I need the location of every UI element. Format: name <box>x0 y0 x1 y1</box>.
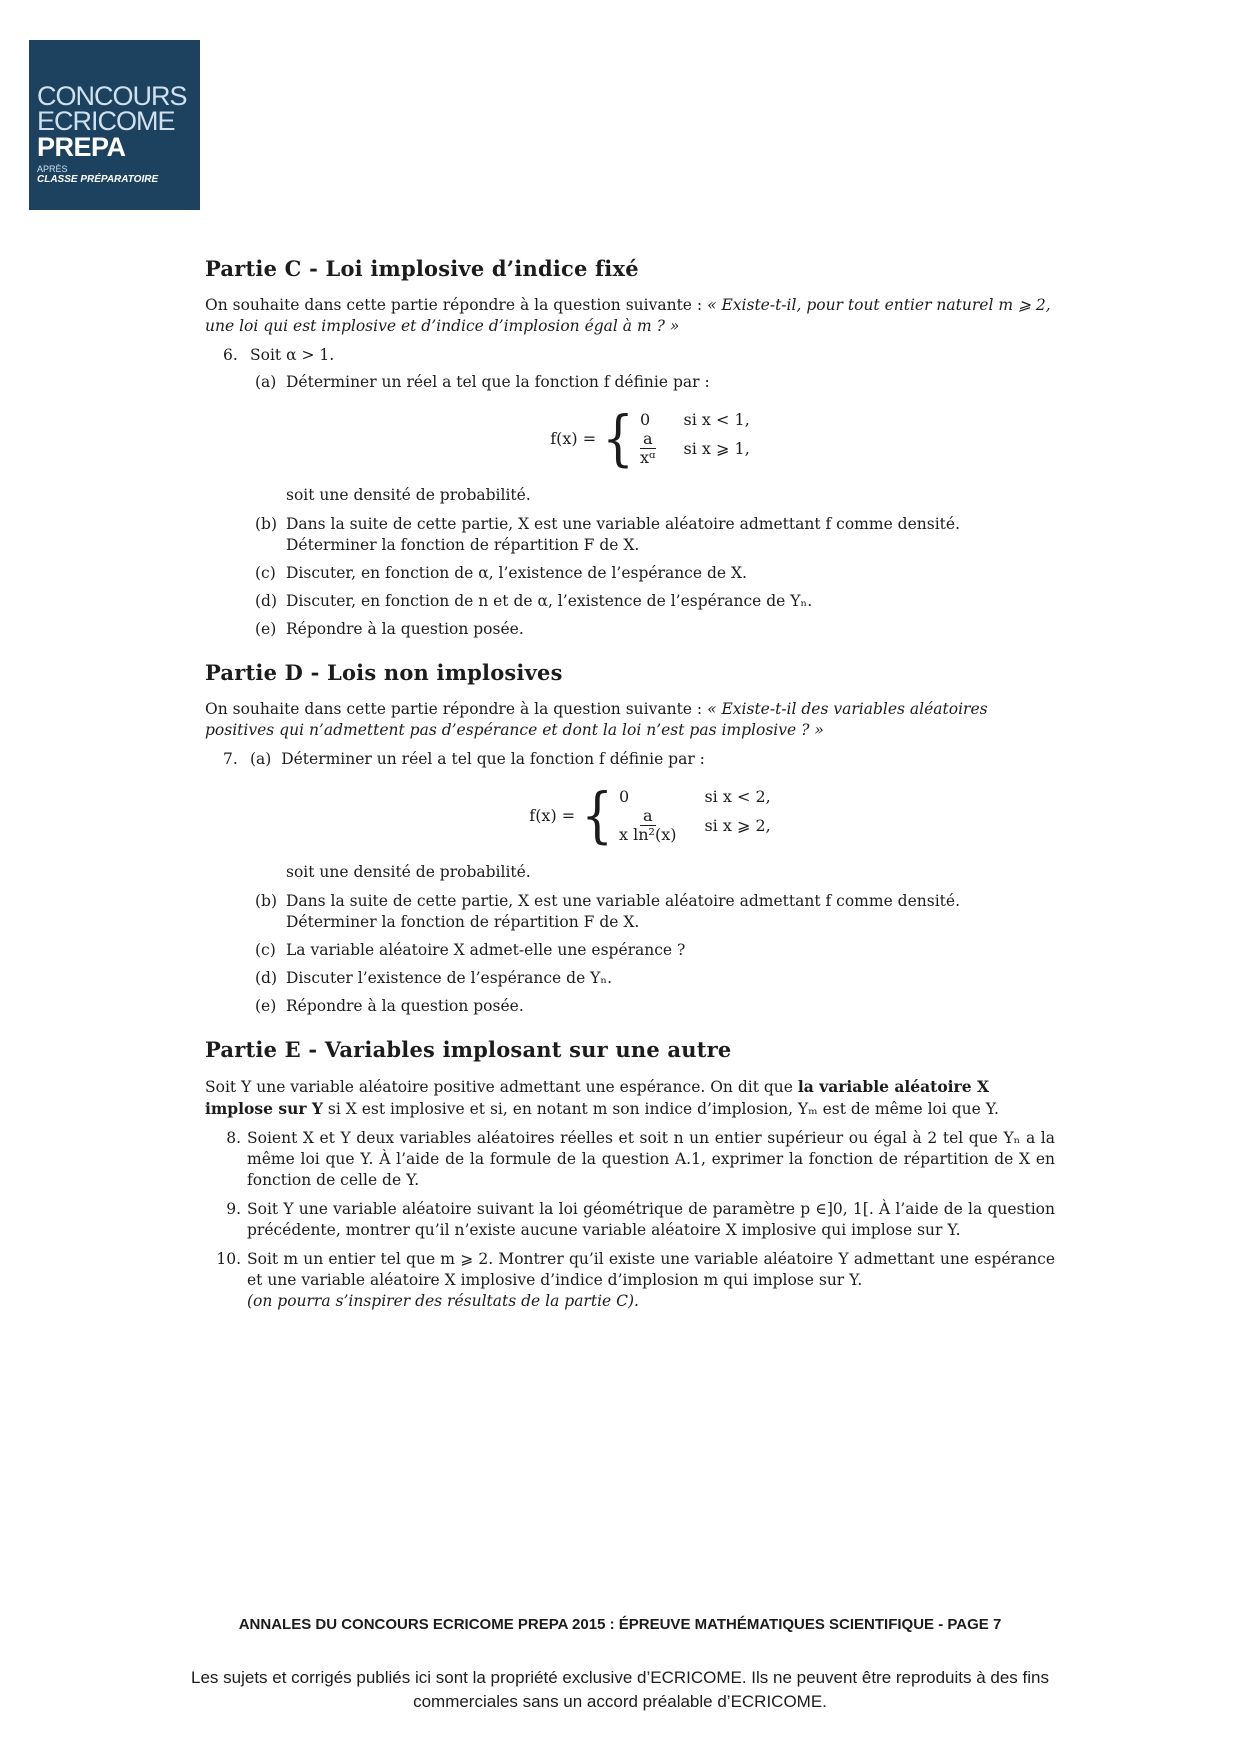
part-d-intro-question: « Existe-t-il des variables aléatoires positives qui n’admettent pas d’espérance et dont la loi n’est pas implosive ? » <box>205 700 988 739</box>
question-text: Soit α > 1. <box>250 346 335 364</box>
fraction-denominator: xᵅ <box>640 448 656 467</box>
part-e-intro-text-end: si X est implosive et si, en notant m son indice d’implosion, Yₘ est de même loi que Y. <box>322 1100 999 1118</box>
question-7e <box>205 996 1055 1017</box>
sub-label: (b) <box>255 515 278 533</box>
question-number: 9. <box>226 1200 241 1218</box>
part-c <box>205 258 1055 640</box>
part-d <box>205 662 1055 1017</box>
sub-text: Dans la suite de cette partie, X est une variable aléatoire admettant f comme densité. <box>286 515 960 533</box>
question-number: 6. <box>223 346 238 364</box>
sub-text: Déterminer la fonction de répartition F de X. <box>286 913 640 931</box>
case-1-value: 0 <box>619 787 630 806</box>
question-6a <box>205 372 1055 393</box>
sub-label: (d) <box>255 969 278 987</box>
sub-text: Répondre à la question posée. <box>286 997 524 1015</box>
part-d-intro <box>205 699 1055 741</box>
sub-label: (e) <box>255 620 277 638</box>
sub-text-continuation: soit une densité de probabilité. <box>286 863 531 881</box>
part-c-intro-question: « Existe-t-il, pour tout entier naturel m ⩾ 2, une loi qui est implosive et d’indice d’implosion égal à m ? » <box>205 296 1051 335</box>
question-number: 7. <box>223 750 238 768</box>
part-c-intro <box>205 295 1055 337</box>
question-7d <box>205 968 1055 989</box>
logo-line-concours: CONCOURS <box>37 81 187 111</box>
question-6d <box>205 591 1055 612</box>
question-6c <box>205 563 1055 584</box>
case-1-condition: si x < 2, <box>704 787 771 806</box>
fraction-numerator: a <box>640 807 656 826</box>
footer-title: ANNALES DU CONCOURS ECRICOME PREPA 2015 : ÉPREUVE MATHÉMATIQUES SCIENTIFIQUE - PAGE 7 <box>238 1616 1002 1633</box>
question-6b <box>205 514 1055 556</box>
sub-label: (d) <box>255 592 278 610</box>
sub-label: (c) <box>255 564 276 582</box>
logo-line-apres: APRÈS <box>37 164 68 174</box>
brace-symbol: { <box>581 780 613 850</box>
question-10 <box>205 1249 1055 1312</box>
sub-text: Discuter, en fonction de α, l’existence de l’espérance de X. <box>286 564 747 582</box>
sub-label: (a) <box>255 373 277 391</box>
question-7 <box>205 749 1055 770</box>
sub-label: (e) <box>255 997 277 1015</box>
case-2-fraction <box>640 430 656 467</box>
case-1-value: 0 <box>639 410 651 429</box>
question-7c <box>205 940 1055 961</box>
fraction-numerator: a <box>640 430 656 449</box>
formula-lhs: f(x) = <box>550 428 597 448</box>
question-7b <box>205 891 1055 933</box>
formula-cases <box>640 409 750 467</box>
case-1-condition: si x < 1, <box>683 410 750 429</box>
logo-line-classe: CLASSE PRÉPARATOIRE <box>37 174 159 185</box>
part-e-title: Partie E - Variables implosant sur une autre <box>205 1037 732 1062</box>
logo-line-prepa: PREPA <box>37 132 126 162</box>
density-formula-c <box>245 403 1055 473</box>
sub-text: Dans la suite de cette partie, X est une variable aléatoire admettant f comme densité. <box>286 892 960 910</box>
sub-text: Discuter, en fonction de n et de α, l’existence de l’espérance de Yₙ. <box>286 592 813 610</box>
question-text: Soit m un entier tel que m ⩾ 2. Montrer qu’il existe une variable aléatoire Y admettant une espérance et une variable aléatoire X implosive d’indice d’implosion m qui implose sur Y. <box>247 1250 1055 1289</box>
sub-label: (b) <box>255 892 278 910</box>
sub-text: Déterminer un réel a tel que la fonction f définie par : <box>281 750 705 768</box>
case-2-condition: si x ⩾ 1, <box>683 439 750 458</box>
question-text: Soient X et Y deux variables aléatoires réelles et soit n un entier supérieur ou égal à 2 tel que Yₙ a la même loi que Y. À l’aide de la formule de la question A.1, exprimer la fonction de répartition de X en fonction de celle de Y. <box>247 1129 1055 1189</box>
case-2-condition: si x ⩾ 2, <box>704 816 771 835</box>
question-8 <box>205 1128 1055 1191</box>
question-text: Soit Y une variable aléatoire suivant la loi géométrique de paramètre p ∈]0, 1[. À l’aide de la question précédente, montrer qu’il n’existe aucune variable aléatoire X implosive qui implose sur Y. <box>247 1200 1055 1239</box>
brace-symbol: { <box>602 403 634 473</box>
part-e-intro-definition: la variable aléatoire X implose sur Y <box>205 1077 990 1118</box>
sub-text: Discuter l’existence de l’espérance de Yₙ. <box>286 969 613 987</box>
sub-text: La variable aléatoire X admet-elle une espérance ? <box>286 941 686 959</box>
case-2-fraction <box>619 807 676 844</box>
sub-label: (c) <box>255 941 276 959</box>
part-c-title: Partie C - Loi implosive d’indice fixé <box>205 256 639 281</box>
footer-legal: Les sujets et corrigés publiés ici sont la propriété exclusive d’ECRICOME. Ils ne peuvent être reproduits à des fins commerciales sans un accord préalable d’ECRICOME. <box>191 1668 1049 1711</box>
density-formula-d <box>245 780 1055 850</box>
question-6e <box>205 619 1055 640</box>
page-content <box>205 258 1055 1320</box>
question-6 <box>205 345 1055 366</box>
fraction-denominator: x ln²(x) <box>619 825 677 844</box>
question-number: 10. <box>216 1250 241 1268</box>
part-e <box>205 1039 1055 1312</box>
formula-cases <box>619 786 771 844</box>
question-9 <box>205 1199 1055 1241</box>
part-e-intro-text: Soit Y une variable aléatoire positive admettant une espérance. On dit que <box>205 1078 798 1096</box>
logo-line-ecricome: ECRICOME <box>37 106 175 136</box>
ecricome-logo <box>29 40 200 210</box>
sub-text-continuation: soit une densité de probabilité. <box>286 486 531 504</box>
question-7a <box>250 750 705 768</box>
part-e-intro <box>205 1076 1055 1120</box>
sub-text: Répondre à la question posée. <box>286 620 524 638</box>
part-d-title: Partie D - Lois non implosives <box>205 660 563 685</box>
formula-lhs: f(x) = <box>529 805 576 825</box>
part-c-intro-text: On souhaite dans cette partie répondre à la question suivante : <box>205 296 708 314</box>
sub-label: (a) <box>250 750 272 768</box>
part-d-intro-text: On souhaite dans cette partie répondre à la question suivante : <box>205 700 708 718</box>
sub-text: Déterminer la fonction de répartition F de X. <box>286 536 640 554</box>
sub-text: Déterminer un réel a tel que la fonction f définie par : <box>286 373 710 391</box>
question-hint: (on pourra s’inspirer des résultats de la partie C). <box>247 1292 639 1310</box>
question-number: 8. <box>226 1129 241 1147</box>
